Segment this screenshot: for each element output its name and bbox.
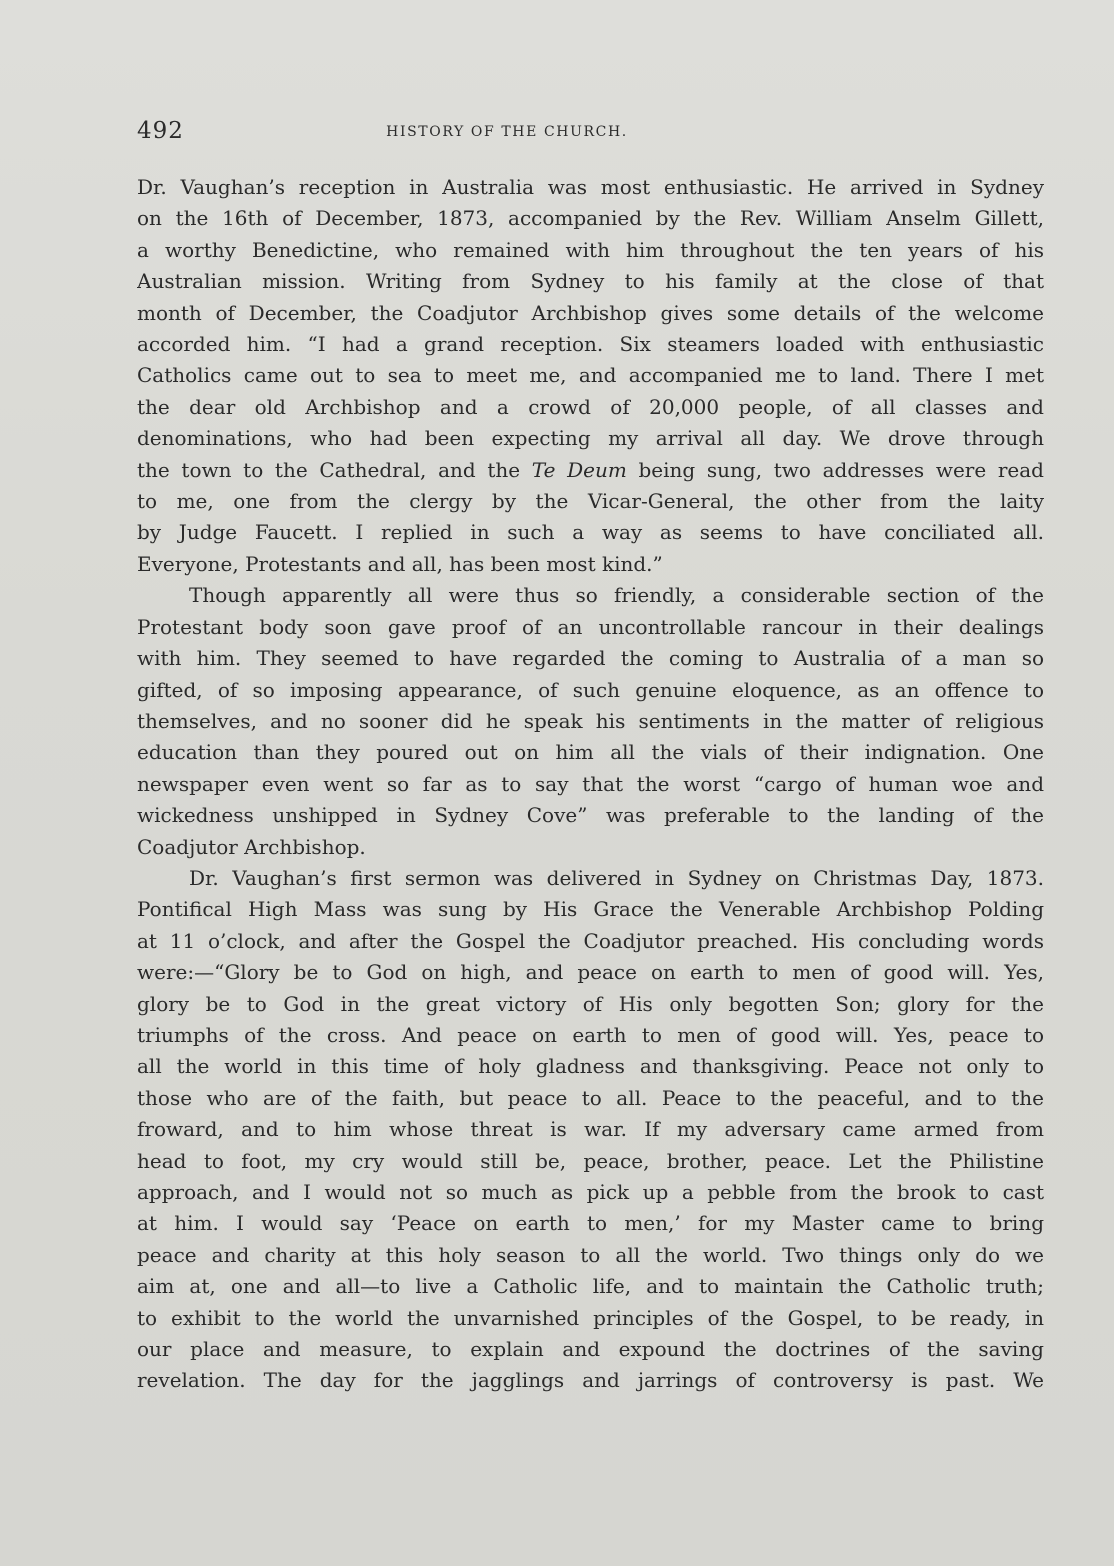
text-line: month of December, the Coadjutor Archbishop gives some details of the welcome — [137, 300, 1044, 325]
text-line: the dear old Archbishop and a crowd of 20,000 people, of all classes and — [137, 394, 1044, 419]
text-line: were:—“Glory be to God on high, and peace on earth to men of good will. Yes, — [137, 960, 1044, 985]
text-line: triumphs of the cross. And peace on earth to men of good will. Yes, peace to — [137, 1022, 1044, 1047]
text-line: all the world in this time of holy gladness and thanksgiving. Peace not only to — [137, 1054, 1044, 1079]
text-line: our place and measure, to explain and expound the doctrines of the saving — [137, 1337, 1044, 1362]
page-number: 492 — [137, 118, 184, 144]
paragraph-2 — [137, 580, 1044, 863]
text-line: by Judge Faucett. I replied in such a way as seems to have conciliated all. — [137, 520, 1044, 545]
text-line: Dr. Vaughan’s first sermon was delivered in Sydney on Christmas Day, 1873. — [189, 865, 1044, 890]
text-line: Pontifical High Mass was sung by His Grace the Venerable Archbishop Polding — [137, 897, 1044, 922]
text-line: newspaper even went so far as to say that the worst “cargo of human woe and — [137, 771, 1044, 796]
text-line: at 11 o’clock, and after the Gospel the Coadjutor preached. His concluding words — [137, 928, 1044, 953]
text-line: revelation. The day for the jagglings and jarrings of controversy is past. We — [137, 1368, 1044, 1393]
italic-phrase: Te Deum — [531, 457, 627, 482]
text-line: Dr. Vaughan’s reception in Australia was most enthusiastic. He arrived in Sydney — [137, 175, 1044, 199]
body-text — [137, 172, 1044, 1397]
text-line: Australian mission. Writing from Sydney to his family at the close of that — [137, 269, 1044, 294]
text-line: Protestant body soon gave proof of an uncontrollable rancour in their dealings — [137, 614, 1044, 639]
text-line: wickedness unshipped in Sydney Cove” was preferable to the landing of the — [137, 803, 1044, 828]
text-line: peace and charity at this holy season to all the world. Two things only do we — [137, 1242, 1044, 1267]
text-line: themselves, and no sooner did he speak his sentiments in the matter of religious — [137, 708, 1044, 733]
text-line: to me, one from the clergy by the Vicar-General, the other from the laity — [137, 489, 1044, 514]
text-line: aim at, one and all—to live a Catholic life, and to maintain the Catholic truth; — [137, 1274, 1044, 1299]
page-header — [137, 112, 1047, 152]
text-line: Catholics came out to sea to meet me, and accompanied me to land. There I met — [137, 363, 1044, 388]
text-line: accorded him. “I had a grand reception. Six steamers loaded with enthusiastic — [137, 332, 1044, 357]
text-line: education than they poured out on him all the vials of their indignation. One — [137, 740, 1044, 765]
text-line: glory be to God in the great victory of His only begotten Son; glory for the — [137, 991, 1044, 1016]
text-line: gifted, of so imposing appearance, of such genuine eloquence, as an offence to — [137, 677, 1044, 702]
paragraph-3 — [137, 863, 1044, 1397]
text-line: froward, and to him whose threat is war. If my adversary came armed from — [137, 1117, 1044, 1142]
text-line: Though apparently all were thus so friendly, a considerable section of the — [189, 583, 1044, 608]
text-line: Coadjutor Archbishop. — [137, 834, 366, 859]
text-line: to exhibit to the world the unvarnished principles of the Gospel, to be ready, in — [137, 1305, 1044, 1330]
text-line: at him. I would say ‘Peace on earth to men,’ for my Master came to bring — [137, 1211, 1044, 1236]
text-line: approach, and I would not so much as pick up a pebble from the brook to cast — [137, 1180, 1044, 1204]
running-head: HISTORY OF THE CHURCH. — [386, 124, 628, 140]
text-line: those who are of the faith, but peace to all. Peace to the peaceful, and to the — [137, 1085, 1044, 1110]
text-line: denominations, who had been expecting my arrival all day. We drove through — [137, 426, 1044, 451]
text-line: Everyone, Protestants and all, has been most kind.” — [137, 551, 663, 576]
text-line: a worthy Benedictine, who remained with him throughout the ten years of his — [137, 237, 1044, 262]
text-line: with him. They seemed to have regarded the coming to Australia of a man so — [137, 646, 1044, 671]
text-line: the town to the Cathedral, and the Te Deum being sung, two addresses were read — [137, 457, 1044, 482]
paragraph-1 — [137, 172, 1044, 580]
text-line: on the 16th of December, 1873, accompanied by the Rev. William Anselm Gillett, — [137, 206, 1044, 231]
text-line: head to foot, my cry would still be, peace, brother, peace. Let the Philistine — [137, 1148, 1044, 1173]
